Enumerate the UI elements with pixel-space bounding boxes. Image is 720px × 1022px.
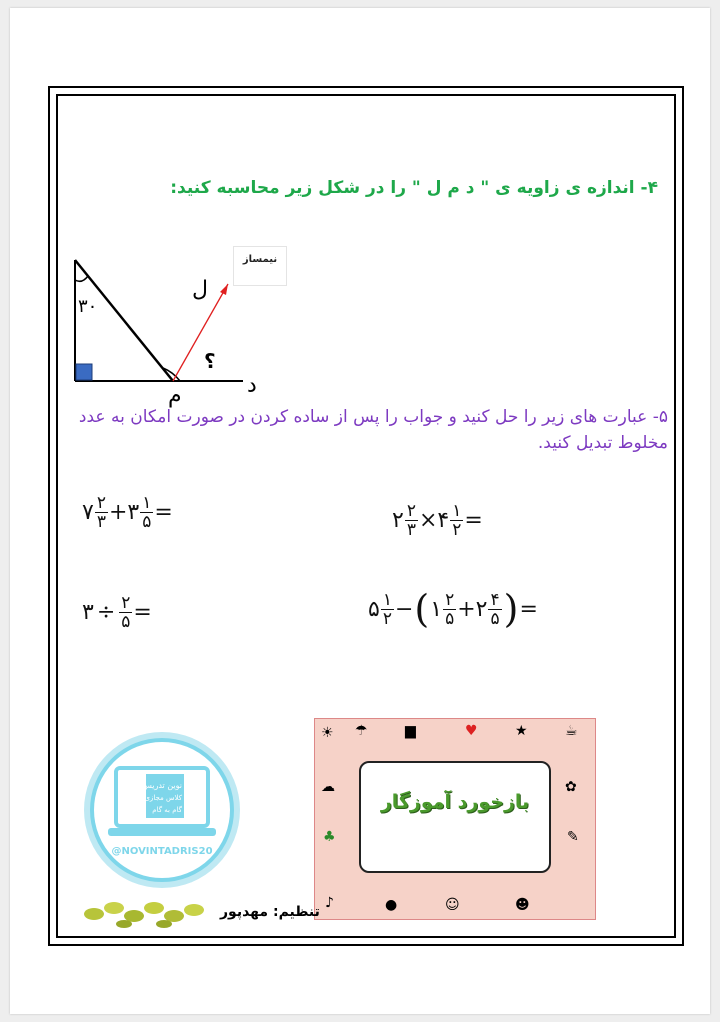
- umbrella-icon: ☂: [355, 723, 368, 739]
- cloud-icon: ☁: [321, 779, 335, 795]
- feedback-title: بازخورد آموزگار: [380, 791, 530, 813]
- unknown-angle-label: ؟: [204, 349, 216, 373]
- operator: −: [394, 596, 414, 622]
- whole-number: ۲: [475, 596, 488, 622]
- angle-arc-top: [75, 276, 88, 281]
- question-4-text: ۴- اندازه ی زاویه ی " د م ل " را در شکل زیر محاسبه کنید:: [170, 178, 658, 198]
- equals-sign: =: [464, 508, 483, 533]
- point-m-label: م: [168, 383, 182, 408]
- fraction: $\frac{۲}{۳}$: [406, 501, 416, 540]
- novin-tadris-logo: [82, 730, 242, 890]
- fraction: $\frac{۴}{۵}$: [490, 589, 500, 629]
- dot: [144, 902, 164, 914]
- note-icon: ♪: [325, 895, 334, 911]
- operator: +: [108, 500, 128, 525]
- dot: [156, 920, 172, 928]
- whole-number: ۳: [127, 500, 140, 525]
- dot: [184, 904, 204, 916]
- boot-icon: ▆: [405, 723, 416, 739]
- decorative-dots: [82, 894, 212, 930]
- equals-sign: =: [154, 500, 173, 525]
- laptop-base-icon: [108, 828, 216, 836]
- arrow-head-icon: [220, 284, 228, 295]
- left-paren: (: [414, 587, 430, 631]
- mouse-icon: ●: [385, 897, 398, 913]
- operator: ×: [418, 508, 438, 533]
- fraction: $\frac{۱}{۵}$: [142, 493, 152, 532]
- dot: [104, 902, 124, 914]
- dot: [84, 908, 104, 920]
- right-paren: ): [503, 587, 519, 631]
- cup-icon: ☕: [565, 723, 578, 739]
- sun-icon: ☀: [321, 725, 334, 741]
- right-angle-mark: [76, 364, 92, 380]
- logo-handle: @NOVINTADRIS20: [111, 846, 213, 857]
- author-credit: تنظیم: مهدپور: [220, 904, 320, 920]
- point-d-label: د: [247, 373, 257, 398]
- fraction: $\frac{۲}{۵}$: [445, 589, 455, 629]
- operator: +: [457, 596, 476, 622]
- smile-icon: ☺: [445, 897, 460, 913]
- logo-line-3: گام به گام: [152, 806, 182, 814]
- whole-number: ۷: [82, 500, 94, 525]
- fraction: $\frac{۲}{۵}$: [121, 593, 131, 632]
- logo-line-2: کلاس مجازی: [144, 794, 182, 802]
- heart-icon: ♥: [465, 723, 478, 739]
- expression-2: [392, 502, 483, 539]
- equals-sign: =: [519, 596, 538, 622]
- face-icon: ☻: [515, 897, 530, 913]
- question-5-text: ۵- عبارت های زیر را حل کنید و جواب را پس از ساده کردن در صورت امکان به عدد مخلوط تبدیل کنید.: [78, 407, 668, 453]
- star-icon: ★: [515, 723, 528, 739]
- feedback-inner-box: [359, 761, 551, 873]
- whole-number: ۱: [430, 596, 443, 622]
- logo-line-1: نوین تدریس: [142, 781, 182, 790]
- angle-30-label: ۳۰: [78, 296, 98, 317]
- tree-icon: ♣: [323, 829, 336, 845]
- fraction: $\frac{۱}{۲}$: [382, 589, 392, 629]
- bisector-label: نیمساز: [233, 246, 287, 286]
- dot: [116, 920, 132, 928]
- fraction: $\frac{۱}{۲}$: [452, 501, 462, 540]
- expression-4: [368, 587, 538, 631]
- whole-number: ۲: [392, 508, 404, 533]
- point-l-label: ل: [192, 277, 208, 302]
- equals-sign: =: [133, 600, 152, 625]
- fraction: $\frac{۲}{۳}$: [96, 493, 106, 532]
- teacher-feedback-box: [314, 718, 596, 920]
- triangle-hypotenuse: [75, 260, 173, 381]
- flower-icon: ✿: [565, 779, 577, 795]
- whole-number: ۵: [368, 596, 380, 622]
- operator: ÷: [96, 600, 116, 625]
- pencil-icon: ✎: [567, 829, 579, 845]
- expression-3: [82, 594, 152, 631]
- whole-number: ۴: [437, 508, 450, 533]
- dot: [164, 910, 184, 922]
- whole-number: ۳: [82, 600, 94, 625]
- dot: [124, 910, 144, 922]
- expression-1: [82, 494, 173, 531]
